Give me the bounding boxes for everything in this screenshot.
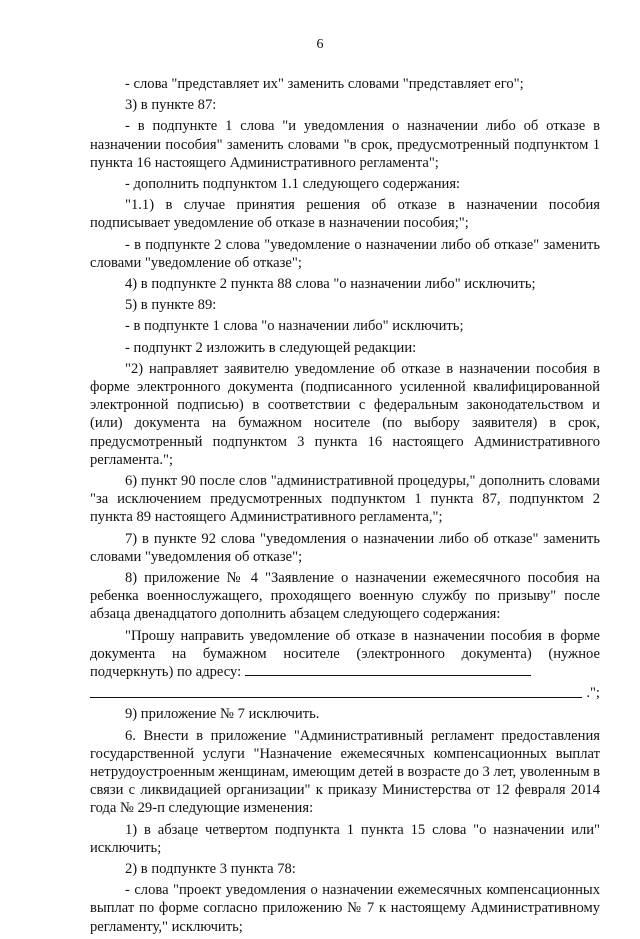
address-line-end: ."; [586, 685, 600, 702]
address-continuation-row [90, 684, 600, 702]
paragraph: 6. Внести в приложение "Административный регламент предоставления государственной услуги "Назначение ежемесячных компенсационных выплат нетрудоустроенным женщинам, имеющим детей в возрасте до 3 лет, уволенным в связи с ликвидацией организации" к приказу Министерства от 12 февраля 2014 года № 29-п следующие изменения: [90, 727, 600, 817]
address-blank-line-2 [90, 685, 582, 698]
paragraph: - в подпункте 2 слова "уведомление о назначении либо об отказе" заменить словами "уведомление об отказе"; [90, 236, 600, 271]
paragraph: "2) направляет заявителю уведомление об отказе в назначении пособия в форме электронного документа (подписанного усиленной квалифицированной электронной подписью) в соответствии с федеральным законодательством и (или) документа на бумажном носителе (по выбору заявителя) в срок, предусмотренный подпунктом 3 пункта 16 настоящего Административного регламента."; [90, 360, 600, 468]
paragraph: 1) в абзаце четвертом подпункта 1 пункта 15 слова "о назначении или" исключить; [90, 821, 600, 856]
address-blank-line [245, 663, 531, 676]
paragraph: 3) в пункте 87: [125, 97, 217, 114]
paragraph: 4) в подпункте 2 пункта 88 слова "о назначении либо" исключить; [125, 276, 536, 293]
paragraph: - слова "представляет их" заменить словами "представляет его"; [125, 76, 524, 92]
paragraph: 5) в пункте 89: [125, 297, 217, 314]
paragraph: "1.1) в случае принятия решения об отказе в назначении пособия подписывает уведомление об отказе в назначении пособия;"; [90, 197, 600, 232]
address-request-text: "Прошу направить уведомление об отказе в назначении пособия в форме документа на бумажном носителе (электронного документа) (нужное подчеркнуть) по адресу: [90, 627, 600, 681]
paragraph: 6) пункт 90 после слов "административной процедуры," дополнить словами "за исключением предусмотренных подпунктом 1 пункта 87, подпунктом 2 пункта 89 настоящего Административного регламента,"; [90, 473, 600, 526]
document-body [90, 75, 600, 939]
address-paragraph [90, 627, 600, 682]
paragraph: 8) приложение № 4 "Заявление о назначении ежемесячного пособия на ребенка военнослужащего, проходящего военную службу по призыву" после абзаца двенадцатого дополнить абзацем следующего содержания: [90, 570, 600, 623]
paragraph: - в подпункте 1 слова "и уведомления о назначении либо об отказе в назначении пособия" заменить словами "в срок, предусмотренный подпунктом 1 пункта 16 настоящего Административного регламента"; [90, 118, 600, 171]
paragraph: - дополнить подпунктом 1.1 следующего содержания: [125, 176, 461, 193]
paragraph: 9) приложение № 7 исключить. [125, 706, 320, 723]
paragraph: - слова "проект уведомления о назначении ежемесячных компенсационных выплат по форме согласно приложению № 7 к настоящему Административному регламенту," исключить; [90, 882, 600, 935]
paragraph: - в подпункте 1 слова "о назначении либо" исключить; [125, 318, 464, 335]
page-number: 6 [316, 37, 324, 52]
paragraph: - подпункт 2 изложить в следующей редакции: [125, 339, 417, 356]
paragraph: 7) в пункте 92 слова "уведомления о назначении либо об отказе" заменить словами "уведомления об отказе"; [90, 530, 600, 565]
paragraph: 2) в подпункте 3 пункта 78: [125, 860, 296, 877]
